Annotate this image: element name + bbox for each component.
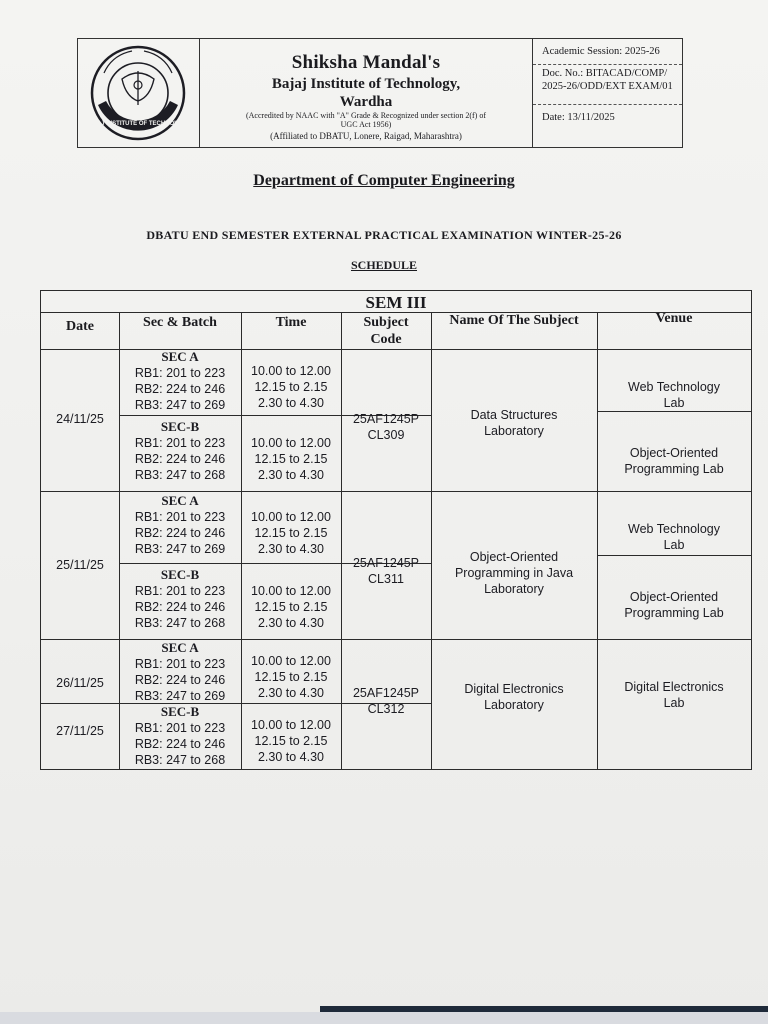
batch-rb2: RB2: 224 to 246 (134, 673, 226, 687)
subject-code: 25AF1245P (352, 412, 420, 426)
venue-cell (597, 521, 751, 553)
batch-rb3: RB3: 247 to 269 (134, 398, 226, 412)
time-slot-1: 10.00 to 12.00 (251, 718, 331, 732)
time-slot-3: 2.30 to 4.30 (257, 750, 325, 764)
venue-line: Lab (663, 696, 685, 710)
batch-rb1: RB1: 201 to 223 (134, 721, 226, 735)
venue-line: Lab (663, 538, 685, 552)
time-slot-1: 10.00 to 12.00 (251, 654, 331, 668)
time-slot-3: 2.30 to 4.30 (257, 616, 325, 630)
venue-cell (597, 445, 751, 477)
col-code-2: Code (370, 332, 402, 347)
document-meta-cell (533, 39, 682, 147)
section-batch-cell (119, 419, 241, 483)
subject-code-cell (341, 685, 431, 717)
subject-name-cell (431, 681, 597, 713)
batch-rb3: RB3: 247 to 268 (134, 753, 226, 767)
section-batch-cell (119, 493, 241, 557)
time-cell (241, 653, 341, 701)
institute-cell (200, 39, 533, 147)
section-label: SEC-B (160, 704, 200, 719)
subject-code: 25AF1245P (352, 556, 420, 570)
document-number: Doc. No.: BITACAD/COMP/ 2025-26/ODD/EXT EXAM/01 (533, 65, 682, 105)
col-code-1: Subject (363, 315, 409, 330)
col-venue: Venue (655, 311, 693, 326)
subject-name-line: Laboratory (484, 698, 544, 712)
time-slot-2: 12.15 to 2.15 (254, 380, 328, 394)
date-cell: 24/11/25 (56, 412, 104, 426)
time-slot-3: 2.30 to 4.30 (257, 468, 325, 482)
time-slot-2: 12.15 to 2.15 (254, 452, 328, 466)
section-label: SEC A (161, 640, 199, 655)
batch-rb1: RB1: 201 to 223 (134, 436, 226, 450)
subject-code-suffix: CL309 (367, 428, 405, 442)
time-slot-1: 10.00 to 12.00 (251, 364, 331, 378)
subject-code-cell (341, 411, 431, 443)
date-cell: 25/11/25 (56, 558, 104, 572)
venue-line: Web Technology (628, 380, 720, 394)
time-cell (241, 363, 341, 411)
date-cell: 27/11/25 (56, 724, 104, 738)
section-label: SEC-B (160, 567, 200, 582)
college-city: Wardha (339, 94, 393, 110)
subject-code: 25AF1245P (352, 686, 420, 700)
subject-name-line: Data Structures (470, 408, 558, 422)
batch-rb1: RB1: 201 to 223 (134, 366, 226, 380)
subject-name-line: Digital Electronics (464, 682, 564, 696)
section-batch-cell (119, 567, 241, 631)
col-batch: Sec & Batch (143, 315, 217, 330)
venue-line: Object-Oriented (629, 590, 719, 604)
time-cell (241, 583, 341, 631)
section-batch-cell (119, 349, 241, 413)
section-label: SEC-B (160, 419, 200, 434)
college-name: Bajaj Institute of Technology, (271, 76, 461, 92)
col-date: Date (66, 319, 94, 334)
time-slot-2: 12.15 to 2.15 (254, 600, 328, 614)
subject-name-line: Laboratory (484, 582, 544, 596)
scan-margin (0, 1012, 768, 1024)
col-time: Time (275, 315, 307, 330)
batch-rb2: RB2: 224 to 246 (134, 737, 226, 751)
affiliation-note: (Affiliated to DBATU, Lonere, Raigad, Maharashtra) (270, 131, 462, 141)
venue-cell (597, 679, 751, 711)
date-cell: 26/11/25 (56, 676, 104, 690)
batch-rb3: RB3: 247 to 269 (134, 689, 226, 703)
venue-line: Web Technology (628, 522, 720, 536)
subject-name-cell (431, 407, 597, 439)
section-label: SEC A (161, 493, 199, 508)
batch-rb3: RB3: 247 to 269 (134, 542, 226, 556)
venue-line: Object-Oriented (629, 446, 719, 460)
time-slot-2: 12.15 to 2.15 (254, 526, 328, 540)
time-cell (241, 509, 341, 557)
subject-name-cell (431, 549, 597, 597)
time-cell (241, 435, 341, 483)
venue-cell (597, 379, 751, 411)
time-slot-2: 12.15 to 2.15 (254, 734, 328, 748)
society-name: Shiksha Mandal's (291, 52, 441, 73)
subject-name-line: Object-Oriented (469, 550, 559, 564)
venue-line: Programming Lab (624, 606, 724, 620)
section-label: SEC A (161, 349, 199, 364)
time-cell (241, 717, 341, 765)
section-batch-cell (119, 640, 241, 704)
batch-rb2: RB2: 224 to 246 (134, 382, 226, 396)
section-batch-cell (119, 704, 241, 768)
batch-rb2: RB2: 224 to 246 (134, 452, 226, 466)
batch-rb3: RB3: 247 to 268 (134, 468, 226, 482)
institute-seal-icon (78, 39, 199, 147)
batch-rb3: RB3: 247 to 268 (134, 616, 226, 630)
accreditation-note: (Accredited by NAAC with "A" Grade & Recognized under section 2(f) of UGC Act 1956) (245, 111, 486, 129)
batch-rb2: RB2: 224 to 246 (134, 600, 226, 614)
venue-line: Programming Lab (624, 462, 724, 476)
svg-text:BAJAJ INSTITUTE OF TECHNOLOGY: BAJAJ INSTITUTE OF TECHNOLOGY (84, 121, 192, 127)
time-slot-2: 12.15 to 2.15 (254, 670, 328, 684)
schedule-label: SCHEDULE (350, 258, 418, 272)
exam-title: DBATU END SEMESTER EXTERNAL PRACTICAL EXAMINATION WINTER-25-26 (146, 228, 622, 242)
batch-rb1: RB1: 201 to 223 (134, 510, 226, 524)
venue-line: Lab (663, 396, 685, 410)
subject-code-suffix: CL311 (368, 572, 404, 586)
semester-heading: SEM III (365, 293, 427, 312)
time-slot-1: 10.00 to 12.00 (251, 584, 331, 598)
subject-name-line: Programming in Java (454, 566, 574, 580)
document-date: Date: 13/11/2025 (542, 112, 615, 123)
subject-code-cell (341, 555, 431, 587)
academic-session: Academic Session: 2025-26 (533, 45, 682, 65)
time-slot-3: 2.30 to 4.30 (257, 542, 325, 556)
time-slot-3: 2.30 to 4.30 (257, 396, 325, 410)
time-slot-1: 10.00 to 12.00 (251, 510, 331, 524)
subject-code-suffix: CL312 (367, 702, 405, 716)
batch-rb1: RB1: 201 to 223 (134, 584, 226, 598)
logo-cell (78, 39, 200, 147)
time-slot-1: 10.00 to 12.00 (251, 436, 331, 450)
batch-rb1: RB1: 201 to 223 (134, 657, 226, 671)
letterhead (77, 38, 683, 148)
subject-name-line: Laboratory (484, 424, 544, 438)
col-subject-name: Name Of The Subject (449, 313, 579, 328)
batch-rb2: RB2: 224 to 246 (134, 526, 226, 540)
schedule-table (40, 290, 752, 770)
venue-cell (597, 589, 751, 621)
venue-line: Digital Electronics (624, 680, 724, 694)
time-slot-3: 2.30 to 4.30 (257, 686, 325, 700)
department-title: Department of Computer Engineering (253, 172, 515, 189)
